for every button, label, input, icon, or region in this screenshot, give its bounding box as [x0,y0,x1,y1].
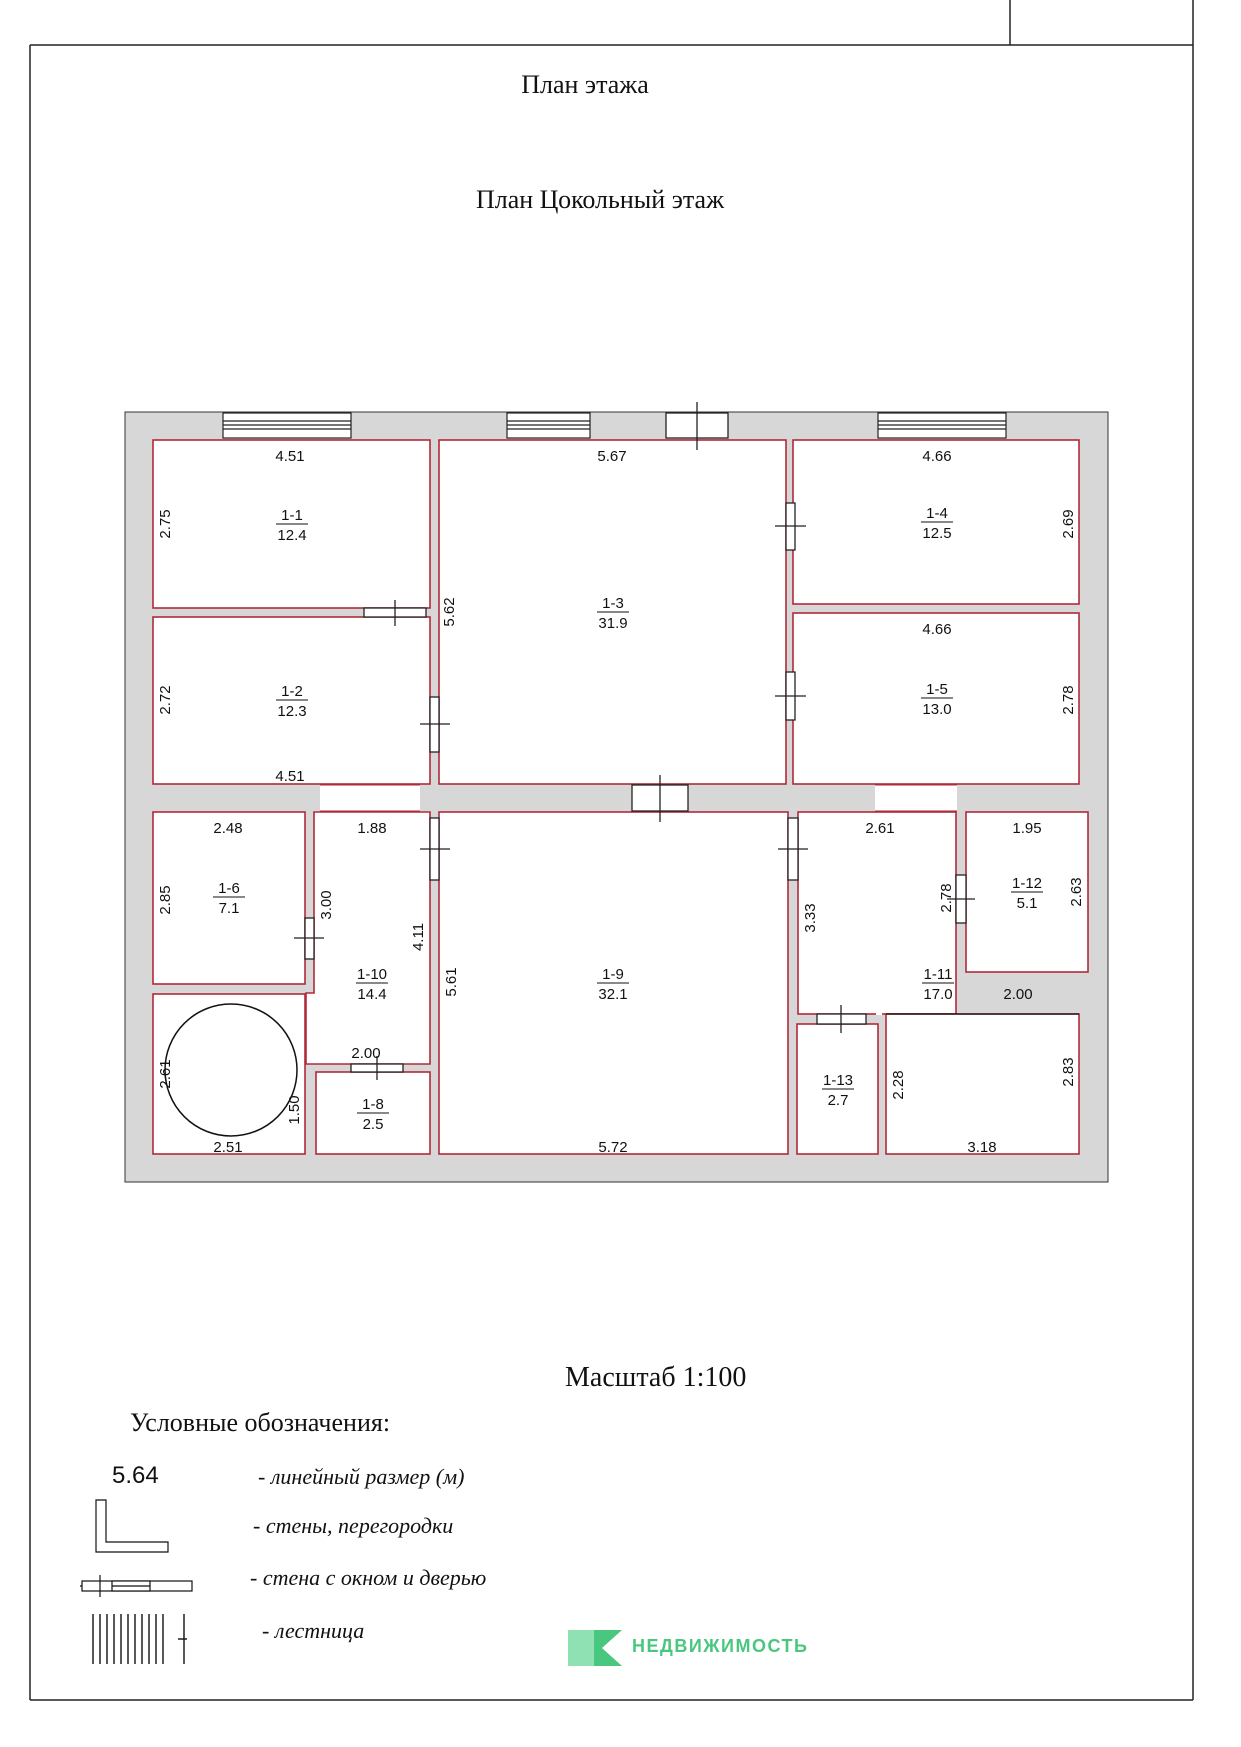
dimension-label: 3.00 [317,890,335,920]
legend-item-walls: - стены, перегородки [253,1513,454,1538]
room-id: 1-6 [218,880,240,897]
room-area: 5.1 [1016,895,1038,912]
room-area: 31.9 [598,615,628,632]
legend-item-dimension: - линейный размер (м) [258,1464,465,1489]
room-area: 17.0 [923,986,953,1003]
dimension-label: 4.66 [922,447,952,465]
dimension-label: 2.78 [937,883,955,913]
logo-icon [568,1630,622,1666]
room-1-6 [153,812,305,984]
dimension-label: 2.00 [351,1044,381,1062]
room-1-11 [798,812,956,1014]
room-id: 1-9 [602,966,624,983]
wall-corner-icon [96,1500,168,1552]
room-area: 12.4 [277,527,307,544]
room-1-14 [886,1014,1079,1154]
legend-item-window-door: - стена с окном и дверью [250,1565,487,1590]
room-id: 1-3 [602,595,624,612]
dimension-label: 2.75 [156,509,174,539]
window-door-icon [80,1575,192,1597]
watermark-text: НЕДВИЖИМОСТЬ [632,1636,809,1656]
room-area: 14.4 [357,986,387,1003]
dimension-label: 5.62 [440,597,458,627]
dimension-label: 5.67 [597,447,627,465]
legend-icons [80,1500,192,1664]
legend-item-stairs: - лестница [262,1618,365,1643]
dimension-label: 2.69 [1059,509,1077,539]
dimension-label: 4.51 [275,447,305,465]
dimension-label: 5.61 [442,967,460,997]
dimension-label: 1.50 [285,1095,303,1125]
dimension-label: 3.33 [801,903,819,933]
dimension-label: 4.11 [409,922,427,952]
spiral-stair-icon [165,1004,297,1136]
scale-label: Масштаб 1:100 [565,1362,747,1393]
room-id: 1-1 [281,507,303,524]
dimension-label: 3.18 [967,1138,997,1156]
dimension-label: 2.61 [865,819,895,837]
room-id: 1-10 [356,966,388,983]
dimension-label: 2.51 [213,1138,243,1156]
dimension-label: 1.95 [1012,819,1042,837]
room-area: 7.1 [218,900,240,917]
room-id: 1-12 [1011,875,1043,892]
floor-title: План Цокольный этаж [475,185,725,214]
dimension-label: 4.66 [922,620,952,638]
room-id: 1-8 [362,1096,384,1113]
room-area: 12.3 [277,703,307,720]
room-area: 13.0 [922,701,952,718]
room-id: 1-11 [923,966,953,983]
window-icon [878,413,1006,438]
legend-title: Условные обозначения: [130,1408,391,1437]
legend-dimension-sample: 5.64 [112,1462,159,1489]
dimension-label: 2.61 [156,1059,174,1089]
dimension-label: 4.51 [275,767,305,785]
dimension-label: 2.48 [213,819,243,837]
dimension-label: 2.00 [1003,985,1033,1003]
stairs-icon [93,1614,187,1664]
page-title: План этажа [521,70,649,99]
room-area: 2.7 [827,1092,849,1109]
room-id: 1-5 [926,681,948,698]
dimension-label: 2.28 [889,1070,907,1100]
room-id: 1-13 [822,1072,854,1089]
room-area: 12.5 [922,525,952,542]
dimension-label: 5.72 [598,1138,628,1156]
room-id: 1-2 [281,683,303,700]
dimension-label: 1.88 [357,819,387,837]
dimension-label: 2.63 [1067,877,1085,907]
window-icon [223,413,351,438]
dimension-label: 2.83 [1059,1057,1077,1087]
dimension-label: 2.85 [156,885,174,915]
room-id: 1-4 [926,505,948,522]
room-area: 32.1 [598,986,628,1003]
room-area: 2.5 [362,1116,384,1133]
dimension-label: 2.78 [1059,685,1077,715]
window-icon [507,413,590,438]
dimension-label: 2.72 [156,685,174,715]
